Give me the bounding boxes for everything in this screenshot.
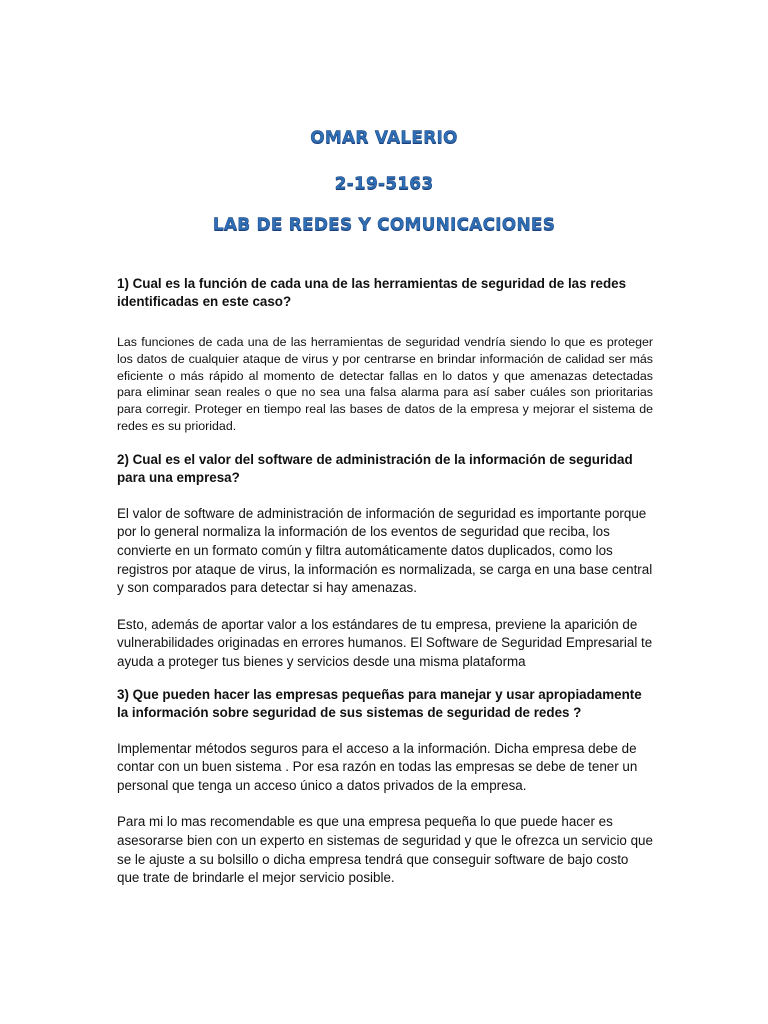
answer-3-paragraph-1: Implementar métodos seguros para el acceso a la información. Dicha empresa debe de contar con un buen sistema . Por esa razón en todas las empresas se debe de tener un personal que tenga un acceso único a datos privados de la empresa.	[117, 740, 638, 793]
answer-2-paragraph-1: El valor de software de administración de información de seguridad es importante porque por lo general normaliza la información de los eventos de seguridad que reciba, los convierte en un formato común y filtra automáticamente datos duplicados, como los registros por ataque de virus, la información es normalizada, se carga en una base central y son comparados para detectar si hay amenazas.	[117, 505, 653, 596]
question-2: 2) Cual es el valor del software de administración de la información de seguridad para una empresa?	[117, 451, 633, 485]
question-1: 1) Cual es la función de cada una de las herramientas de seguridad de las redes identificadas en este caso?	[117, 276, 627, 309]
question-3: 3) Que pueden hacer las empresas pequeñas para manejar y usar apropiadamente la información sobre seguridad de sus sistemas de seguridad de redes ?	[117, 686, 642, 720]
answer-1-paragraph-1: Las funciones de cada una de las herramientas de seguridad vendría siendo lo que es proteger los datos de cualquier ataque de virus y por centrarse en brindar información de calidad ser más eficiente o más rápido al momento de detectar fallas en lo datos y que amenazas detectadas para eliminar sean reales o que no sea una falsa alarma para así saber cuáles son prioritarias para corregir. Proteger en tiempo real las bases de datos de la empresa y mejorar el sistema de redes es su prioridad.	[117, 335, 653, 433]
author-name	[0, 128, 768, 148]
course-title	[0, 215, 768, 235]
answer-2-paragraph-2: Esto, además de aportar valor a los estándares de tu empresa, previene la aparición de vulnerabilidades originadas en errores humanos. El Software de Seguridad Empresarial te ayuda a proteger tus bienes y servicios desde una misma plataforma	[117, 616, 653, 669]
course-title-text: LAB DE REDES Y COMUNICACIONES	[212, 215, 556, 235]
answer-3-paragraph-2: Para mi lo mas recomendable es que una empresa pequeña lo que puede hacer es asesorarse bien con un experto en sistemas de seguridad y que le ofrezca un servicio que se le ajuste a su bolsillo o dicha empresa tendrá que conseguir software de bajo costo que trate de brindarle el mejor servicio posible.	[117, 814, 653, 886]
author-name-text: OMAR VALERIO	[310, 128, 458, 148]
document-body	[117, 275, 653, 888]
student-id-text: 2-19-5163	[334, 174, 434, 194]
student-id	[0, 174, 768, 194]
